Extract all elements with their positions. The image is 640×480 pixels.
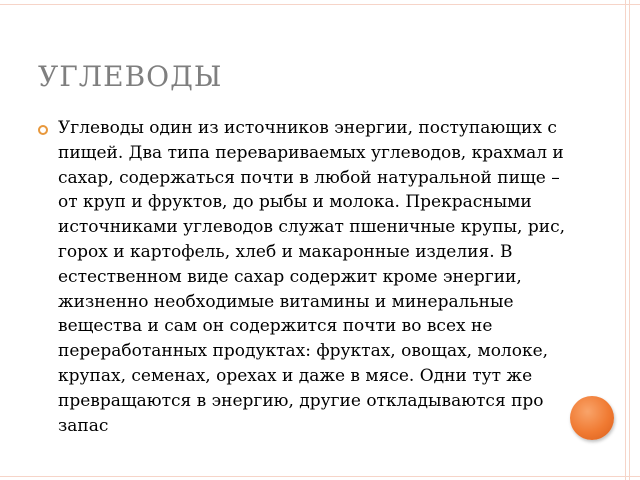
bullet-text: Углеводы один из источников энергии, поступающих с пищей. Два типа перевариваемых углеводов, крахмал и сахар, содержаться почти в любой натуральной пище – от круп и фруктов, до рыбы и молока. Прекрасными источниками углеводов служат пшеничные крупы, рис, горох и картофель, хлеб и макаронные изделия. В естественном виде сахар содержит кроме энергии, жизненно необходимые витамины и минеральные вещества и сам он содержится почти во всех не переработанных продуктах: фруктах, овощах, молоке, крупах, семенах, орехах и даже в мясе. Одни тут же превращаются в энергию, другие откладываются про запас	[58, 118, 566, 436]
frame-bottom-line	[0, 476, 640, 477]
slide-title: УГЛЕВОДЫ	[38, 60, 223, 93]
orange-circle-decoration	[570, 396, 614, 440]
bullet-circle-icon	[38, 125, 48, 135]
bullet-item	[38, 116, 578, 438]
frame-right-line-2	[629, 0, 630, 480]
frame-right-line	[625, 0, 626, 480]
frame-top-line	[0, 4, 640, 5]
